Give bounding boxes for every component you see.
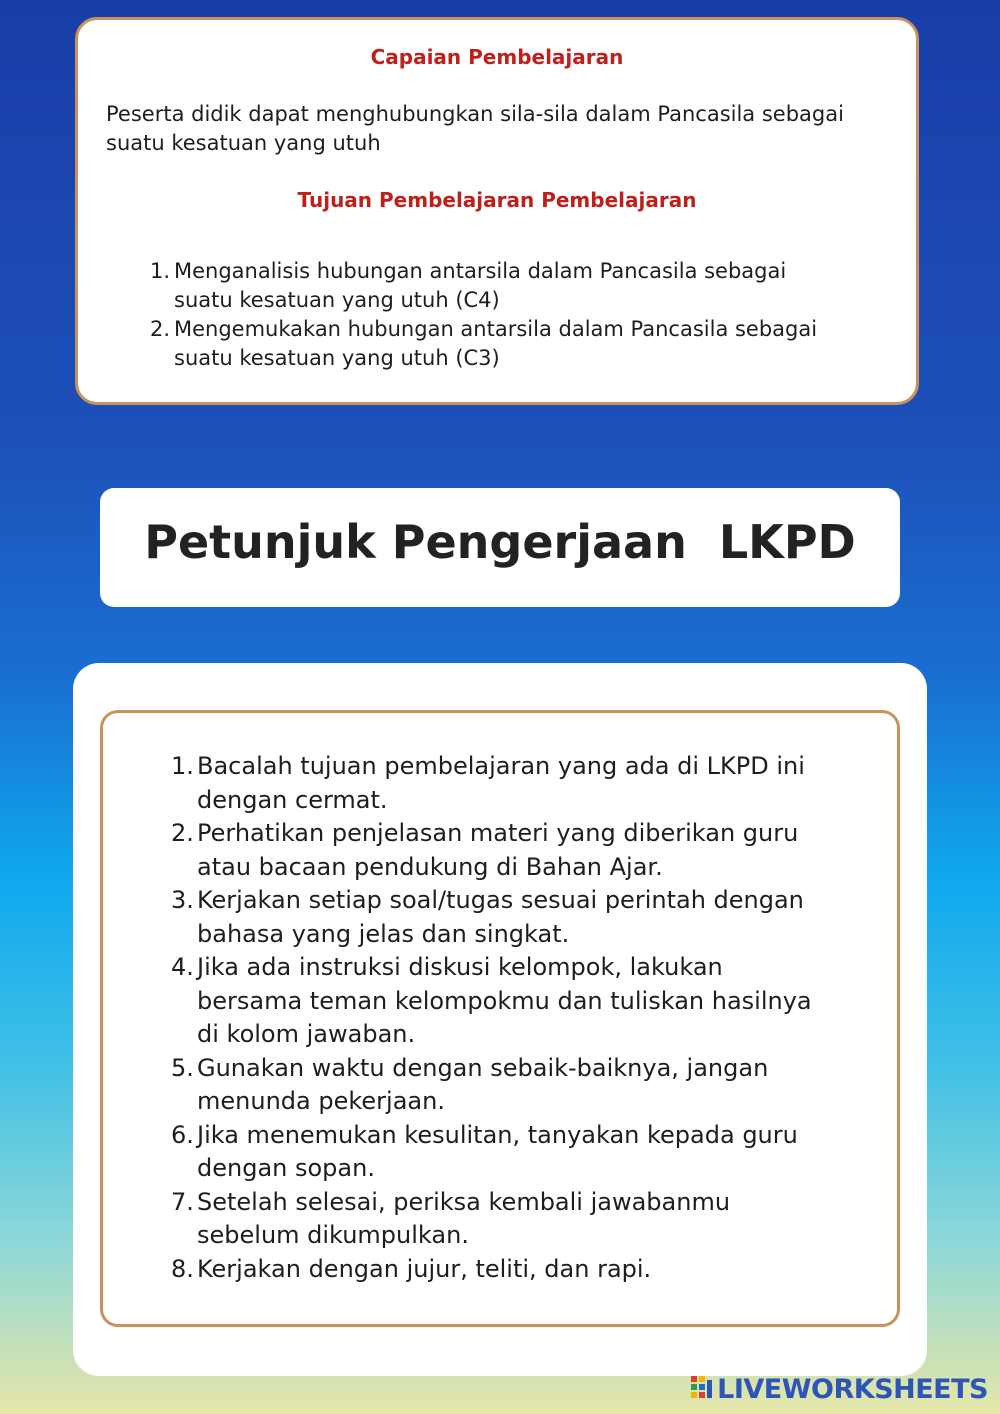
header-card [100, 488, 900, 607]
tujuan-title: Tujuan Pembelajaran Pembelajaran [297, 188, 697, 212]
capaian-title: Capaian Pembelajaran [370, 45, 624, 69]
list-item-text: Bacalah tujuan pembelajaran yang ada di LKPD ini dengan cermat. [197, 752, 805, 814]
list-item-number: 3. [171, 886, 194, 914]
list-item-text: Gunakan waktu dengan sebaik-baiknya, jangan menunda pekerjaan. [197, 1053, 769, 1115]
list-item-text: Setelah selesai, periksa kembali jawabanmu sebelum dikumpulkan. [197, 1187, 731, 1249]
list-item [146, 257, 846, 315]
list-item-text: Perhatikan penjelasan materi yang diberikan guru atau bacaan pendukung di Bahan Ajar. [197, 819, 799, 881]
brand-name: LIVEWORKSHEETS [717, 1373, 988, 1405]
list-item-number: 5. [171, 1053, 194, 1082]
list-item [171, 884, 831, 951]
list-item [146, 315, 846, 373]
list-item-number: 1. [171, 752, 194, 780]
petunjuk-list [171, 750, 831, 1286]
list-item-text: Menganalisis hubungan antarsila dalam Pancasila sebagai suatu kesatuan yang utuh (C4) [174, 259, 787, 312]
list-item-number: 6. [171, 1120, 194, 1149]
list-item [171, 817, 831, 884]
liveworksheets-logo-icon [691, 1376, 713, 1402]
list-item-number: 8. [171, 1254, 194, 1283]
list-item-text: Mengemukakan hubungan antarsila dalam Pancasila sebagai suatu kesatuan yang utuh (C3) [174, 317, 818, 370]
tujuan-list [146, 257, 846, 373]
capaian-card [75, 17, 919, 405]
list-item-number: 2. [149, 317, 170, 341]
list-item [171, 1186, 831, 1253]
liveworksheets-brand[interactable] [691, 1374, 988, 1404]
page-title: Petunjuk Pengerjaan LKPD [144, 515, 856, 569]
list-item-text: Jika ada instruksi diskusi kelompok, lakukan bersama teman kelompokmu dan tuliskan hasilnya di kolom jawaban. [197, 953, 812, 1048]
list-item [171, 951, 831, 1052]
list-item-number: 2. [171, 819, 194, 847]
petunjuk-outer-card [73, 663, 927, 1376]
list-item [171, 750, 831, 817]
list-item-number: 1. [149, 259, 170, 283]
list-item [171, 1052, 831, 1119]
list-item-text: Kerjakan setiap soal/tugas sesuai perintah dengan bahasa yang jelas dan singkat. [197, 886, 804, 948]
list-item [171, 1253, 831, 1287]
list-item-text: Kerjakan dengan jujur, teliti, dan rapi. [197, 1254, 652, 1283]
list-item-text: Jika menemukan kesulitan, tanyakan kepada guru dengan sopan. [197, 1120, 798, 1182]
capaian-text: Peserta didik dapat menghubungkan sila-sila dalam Pancasila sebagai suatu kesatuan yang utuh [106, 102, 844, 155]
petunjuk-card [100, 710, 900, 1327]
list-item-number: 4. [171, 953, 194, 981]
list-item-number: 7. [171, 1187, 194, 1216]
list-item [171, 1119, 831, 1186]
